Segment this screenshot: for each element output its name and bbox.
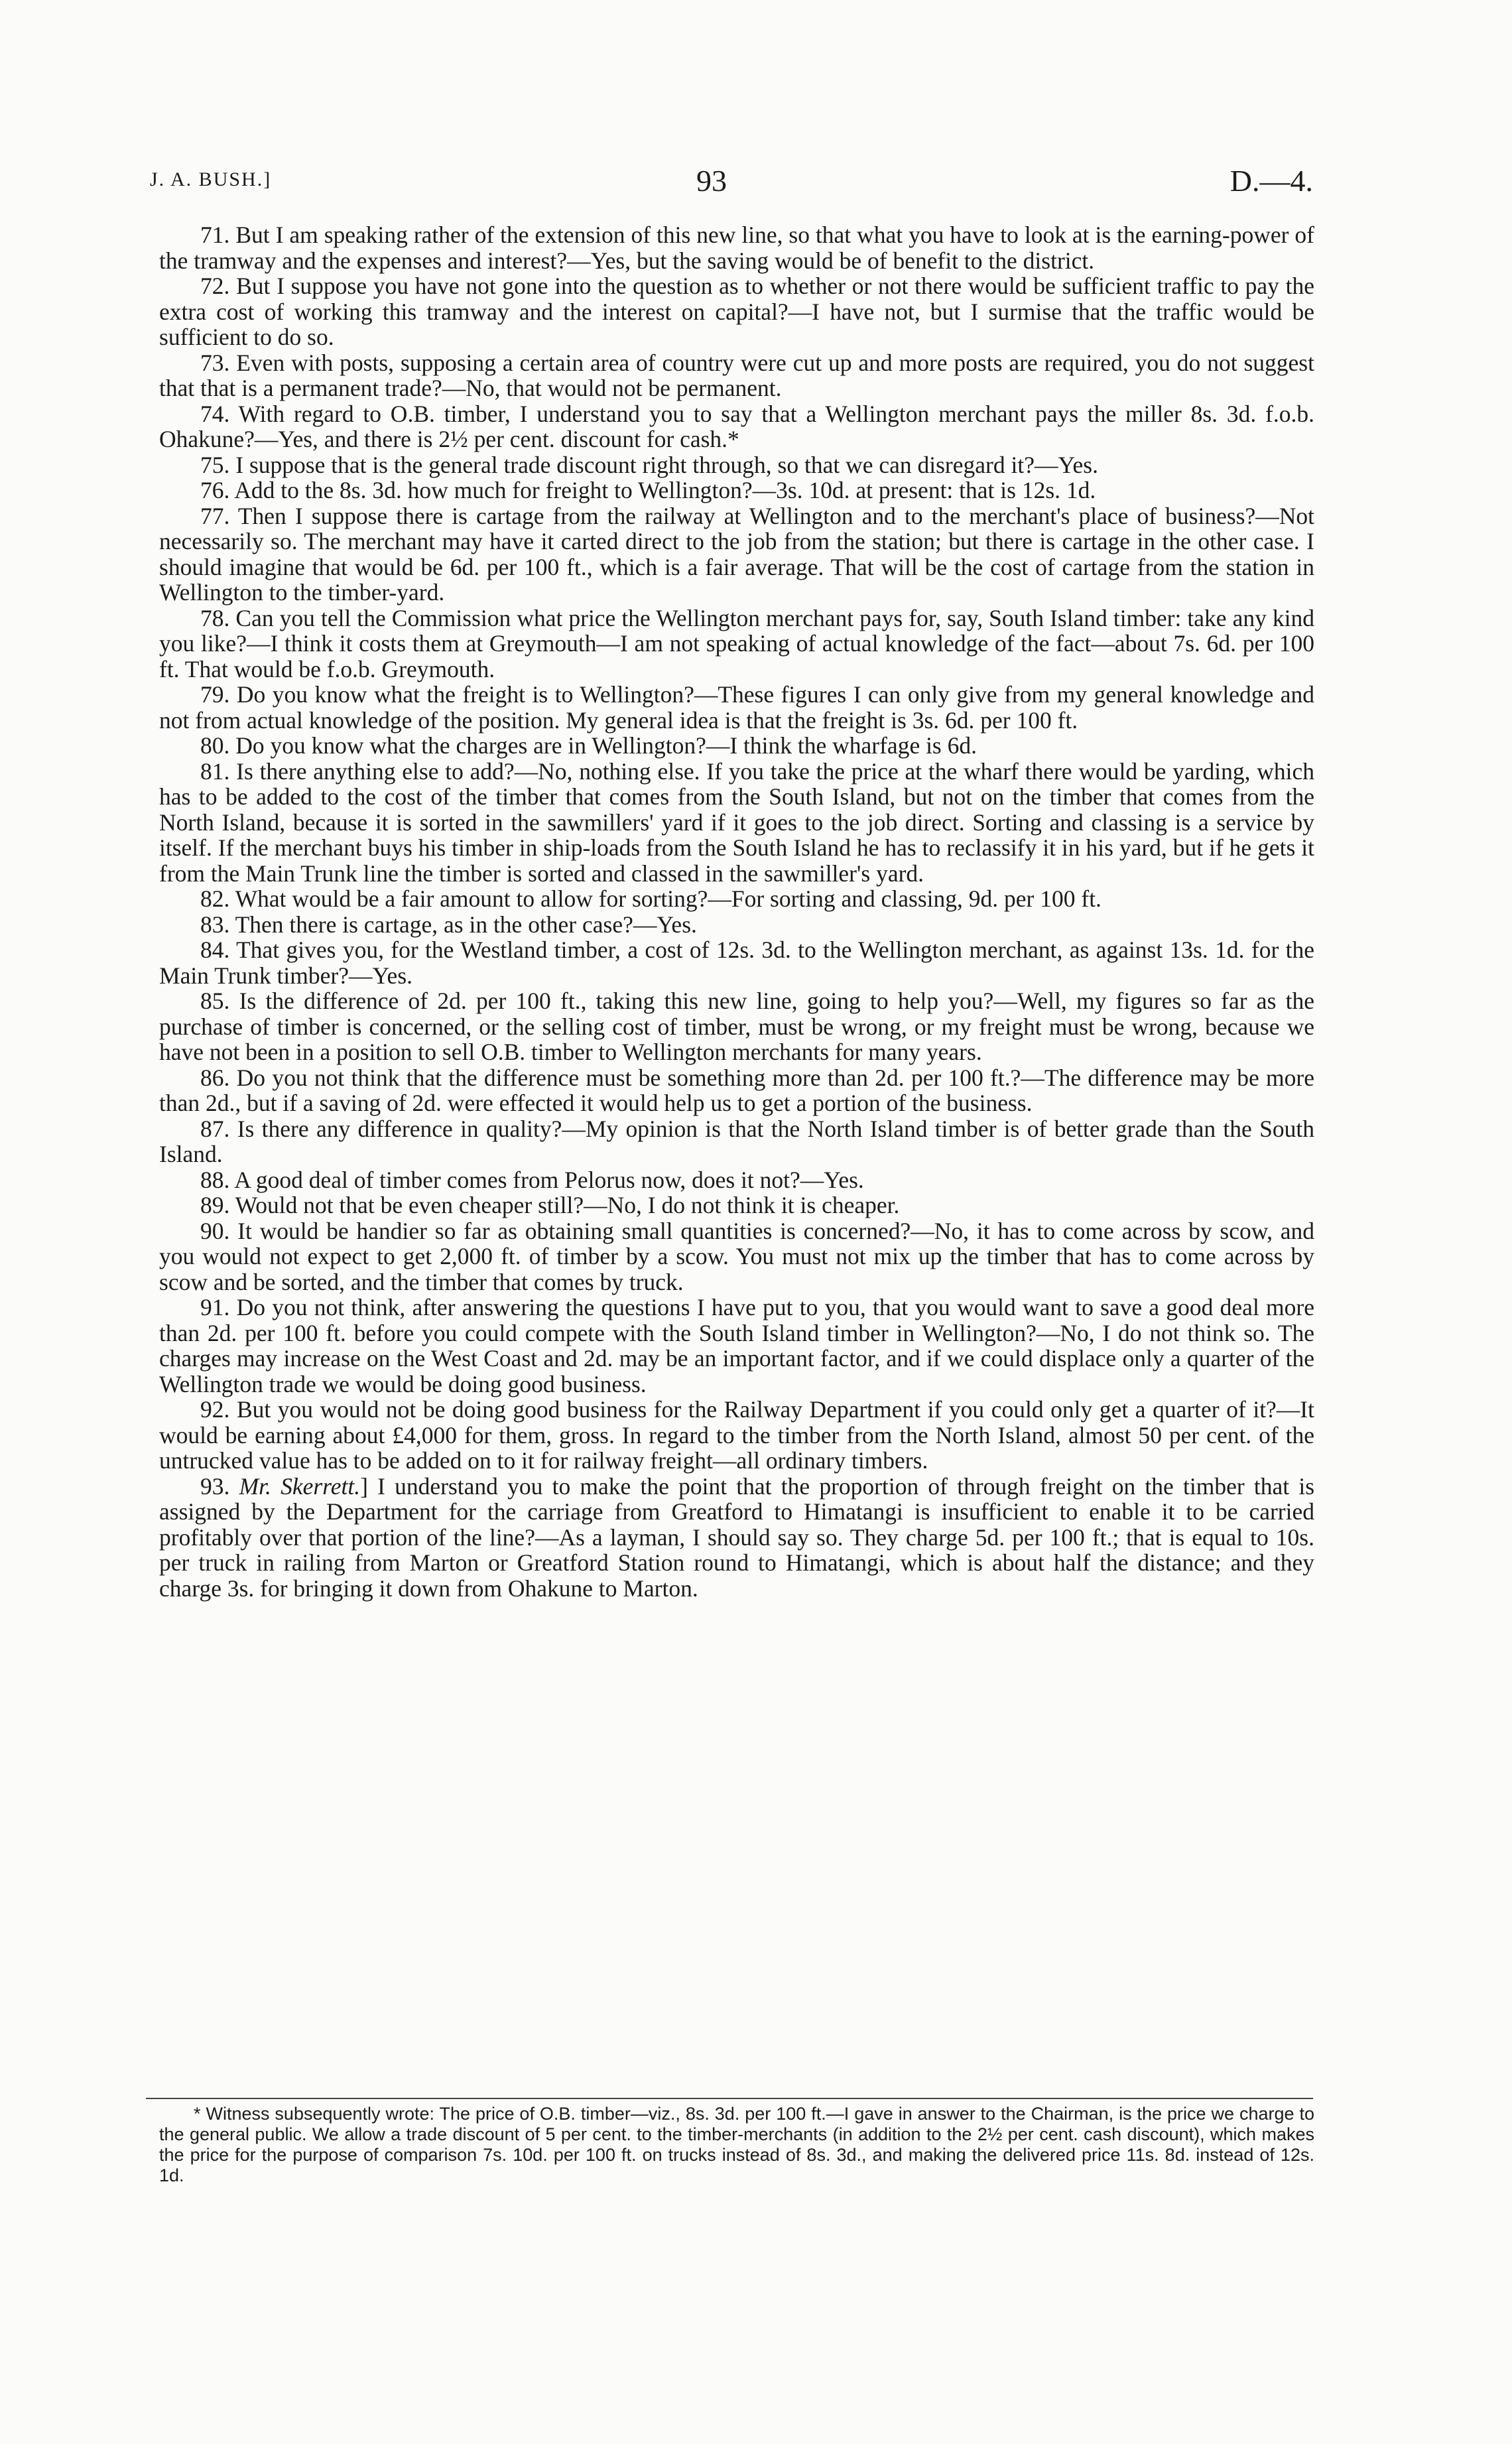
paragraph-90: 90. It would be handier so far as obtaining small quantities is concerned?—No, it has to come across by scow, and you would not expect to get 2,000 ft. of timber by a scow. You must not mix up the timber that has to come across by scow and be sorted, and the timber that comes by truck. — [159, 1217, 1314, 1295]
paragraph-87: 87. Is there any difference in quality?—My opinion is that the North Island timber is of better grade than the South Island. — [159, 1115, 1314, 1167]
paragraph-84: 84. That gives you, for the Westland timber, a cost of 12s. 3d. to the Wellington merchant, as against 13s. 1d. for the Main Trunk timber?—Yes. — [159, 936, 1314, 989]
paragraph-74: 74. With regard to O.B. timber, I understand you to say that a Wellington merchant pays the miller 8s. 3d. f.o.b. Ohakune?—Yes, and there is 2½ per cent. discount for cash.* — [159, 400, 1314, 452]
paragraph-73: 73. Even with posts, supposing a certain area of country were cut up and more posts are required, you do not suggest that that is a permanent trade?—No, that would not be permanent. — [159, 349, 1314, 401]
paragraph-88: 88. A good deal of timber comes from Pelorus now, does it not?—Yes. — [200, 1166, 864, 1193]
page-header — [139, 163, 1313, 203]
footnote-divider — [146, 2098, 1313, 2099]
paragraph-83: 83. Then there is cartage, as in the other case?—Yes. — [200, 911, 697, 938]
paragraph-80: 80. Do you know what the charges are in Wellington?—I think the wharfage is 6d. — [200, 732, 977, 759]
speaker-name: Mr. Skerrett. — [239, 1472, 361, 1500]
paragraph-93-text: ] I understand you to make the point that the proportion of through freight on the timber that is assigned by the Department for the carriage from Greatford to Himatangi is insufficient to enable it to be carried profitably over that portion of the line?—As a layman, I should say so. They charge 5d. per 100 ft.; that is equal to 10s. per truck in railing from Marton or Greatford Station round to Himatangi, which is about half the distance; and they charge 3s. for bringing it down from Ohakune to Marton. — [159, 1472, 1315, 1602]
paragraph-71: 71. But I am speaking rather of the extension of this new line, so that what you have to look at is the earning-power of the tramway and the expenses and interest?—Yes, but the saving would be of benefit to the district. — [159, 222, 1314, 274]
paragraph-85: 85. Is the difference of 2d. per 100 ft., taking this new line, going to help you?—Well, my figures so far as the purchase of timber is concerned, or the selling cost of timber, must be wrong, or my freight must be wrong, because we have not been in a position to sell O.B. timber to Wellington merchants for many years. — [159, 988, 1314, 1065]
paper-reference: D.—4. — [1229, 164, 1313, 198]
paragraph-72: 72. But I suppose you have not gone into the question as to whether or not there would be sufficient traffic to pay the extra cost of working this tramway and the interest on capital?—I have not, but I surmise that the traffic would be sufficient to do so. — [159, 273, 1314, 350]
paragraph-91: 91. Do you not think, after answering the questions I have put to you, that you would want to save a good deal more than 2d. per 100 ft. before you could compete with the South Island timber in Wellington?—No, I do not think so. The charges may increase on the West Coast and 2d. may be an important factor, and if we could displace only a quarter of the Wellington trade we would be doing good business. — [159, 1294, 1314, 1397]
paragraph-76: 76. Add to the 8s. 3d. how much for freight to Wellington?—3s. 10d. at present: that is 12s. 1d. — [200, 477, 1096, 503]
question-number: 93. — [200, 1472, 230, 1500]
paragraph-86: 86. Do you not think that the difference must be something more than 2d. per 100 ft.?—The difference may be more than 2d., but if a saving of 2d. were effected it would help us to get a portion of the business. — [159, 1064, 1314, 1116]
paragraph-89: 89. Would not that be even cheaper still?—No, I do not think it is cheaper. — [200, 1192, 900, 1218]
witness-name: J. A. BUSH.] — [150, 168, 272, 190]
page-number: 93 — [696, 164, 727, 198]
paragraph-82: 82. What would be a fair amount to allow for sorting?—For sorting and classing, 9d. per 100 ft. — [200, 885, 1102, 912]
paragraph-92: 92. But you would not be doing good business for the Railway Department if you could only get a quarter of it?—It would be earning about £4,000 for them, gross. In regard to the timber from the North Island, almost 50 per cent. of the untrucked value has to be added on to it for railway freight—all ordinary timbers. — [159, 1396, 1314, 1474]
paragraph-77: 77. Then I suppose there is cartage from the railway at Wellington and to the merchant's place of business?—Not necessarily so. The merchant may have it carted direct to the job from the station; but there is cartage in the other case. I should imagine that would be 6d. per 100 ft., which is a fair average. That will be the cost of cartage from the station in Wellington to the timber-yard. — [159, 502, 1314, 606]
paragraph-75: 75. I suppose that is the general trade discount right through, so that we can disregard it?—Yes. — [200, 451, 1098, 478]
footnote — [159, 2104, 1314, 2186]
footnote-text: * Witness subsequently wrote: The price of O.B. timber—viz., 8s. 3d. per 100 ft.—I gave in answer to the Chairman, is the price we charge to the general public. We allow a trade discount of 5 per cent. to the timber-merchants (in addition to the 2½ per cent. cash discount), which makes the price for the purpose of comparison 7s. 10d. per 100 ft. on trucks instead of 8s. 3d., and making the delivered price 11s. 8d. instead of 12s. 1d. — [159, 2104, 1314, 2185]
paragraph-81: 81. Is there anything else to add?—No, nothing else. If you take the price at the wharf there would be yarding, which has to be added to the cost of the timber that comes from the South Island, but not on the timber that comes from the North Island, because it is sorted in the sawmillers' yard if it goes to the job direct. Sorting and classing is a service by itself. If the merchant buys his timber in ship-loads from the South Island he has to reclassify it in his yard, but if he gets it from the Main Trunk line the timber is sorted and classed in the sawmiller's yard. — [159, 757, 1314, 887]
paragraph-78: 78. Can you tell the Commission what price the Wellington merchant pays for, say, South Island timber: take any kind you like?—I think it costs them at Greymouth—I am not speaking of actual knowledge of the fact—about 7s. 6d. per 100 ft. That would be f.o.b. Greymouth. — [159, 604, 1314, 682]
paragraph-79: 79. Do you know what the freight is to Wellington?—These figures I can only give from my general knowledge and not from actual knowledge of the position. My general idea is that the freight is 3s. 6d. per 100 ft. — [159, 681, 1314, 734]
paragraph-93 — [159, 1474, 1314, 1602]
testimony-body — [159, 222, 1314, 1601]
